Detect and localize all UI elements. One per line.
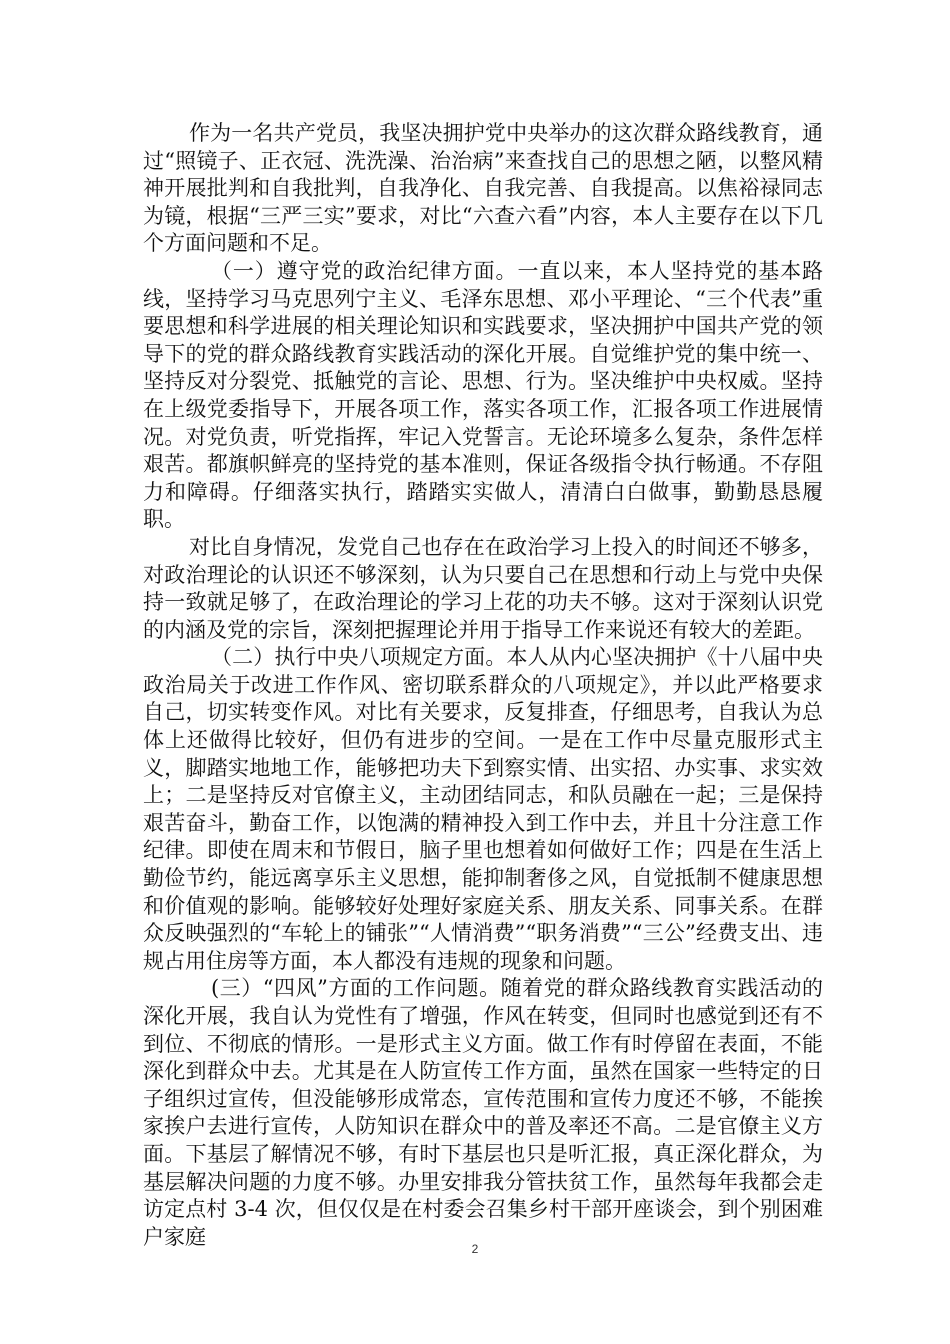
paragraph-section-3: (三）“四风”方面的工作问题。随着党的群众路线教育实践活动的深化开展，我自认为党性有了增强，作风在转变，但同时也感觉到还有不到位、不彻底的情形。一是形式主义方面。做工作有时停留在表面，不能深化到群众中去。尤其是在人防宣传工作方面，虽然在国家一些特定的日子组织过宣传，但没能够形成常态，宣传范围和宣传力度还不够，不能挨家挨户去进行宣传，人防知识在群众中的普及率还不高。二是官僚主义方面。下基层了解情况不够，有时下基层也只是听汇报，真正深化群众，为基层解决问题的力度不够。办里安排我分管扶贫工作，虽然每年我都会走访定点村 3-4 次，但仅仅是在村委会召集乡村干部开座谈会，到个别困难户家庭 (143, 976, 823, 1249)
paragraph-section-2: （二）执行中央八项规定方面。本人从内心坚决拥护《十八届中央政治局关于改进工作作风、密切联系群众的八项规定》，并以此严格要求自己，切实转变作风。对比有关要求，反复排查，仔细思考，自我认为总体上还做得比较好，但仍有进步的空间。一是在工作中尽量克服形式主义，脚踏实地地工作，能够把功夫下到察实情、出实招、办实事、求实效上；二是坚持反对官僚主义，主动团结同志，和队员融在一起；三是保持艰苦奋斗，勤奋工作，以饱满的精神投入到工作中去，并且十分注意工作纪律。即使在周末和节假日，脑子里也想着如何做好工作；四是在生活上勤俭节约，能远离享乐主义思想，能抑制奢侈之风，自觉抵制不健康思想和价值观的影响。能够较好处理好家庭关系、朋友关系、同事关系。在群众反映强烈的“车轮上的铺张”“人情消费”“职务消费”“三公”经费支出、违规占用住房等方面，本人都没有违规的现象和问题。 (143, 645, 823, 973)
paragraph-section-1-reflection: 对比自身情况，发党自己也存在在政治学习上投入的时间还不够多，对政治理论的认识还不够深刻，认为只要自己在思想和行动上与党中央保持一致就足够了，在政治理论的学习上花的功夫不够。这对于深刻认识党的内涵及党的宗旨，深刻把握理论并用于指导工作来说还有较大的差距。 (143, 534, 823, 642)
page-number: 2 (471, 1242, 479, 1256)
paragraph-section-1: （一）遵守党的政治纪律方面。一直以来，本人坚持党的基本路线，坚持学习马克思列宁主义、毛泽东思想、邓小平理论、“三个代表”重要思想和科学进展的相关理论知识和实践要求，坚决拥护中国共产党的领导下的党的群众路线教育实践活动的深化开展。自觉维护党的集中统一、坚持反对分裂党、抵触党的言论、思想、行为。坚决维护中央权威。坚持在上级党委指导下，开展各项工作，落实各项工作，汇报各项工作进展情况。对党负责，听党指挥，牢记入党誓言。无论环境多么复杂，条件怎样艰苦。都旗帜鲜亮的坚持党的基本准则，保证各级指令执行畅通。不存阻力和障碍。仔细落实执行，踏踏实实做人，清清白白做事，勤勤恳恳履职。 (143, 258, 823, 532)
paragraph-intro: 作为一名共产党员，我坚决拥护党中央举办的这次群众路线教育，通过“照镜子、正衣冠、洗洗澡、治治病”来查找自己的思想之陋，以整风精神开展批判和自我批判，自我净化、自我完善、自我提高。以焦裕禄同志为镜，根据“三严三实”要求，对比“六查六看”内容，本人主要存在以下几个方面问题和不足。 (143, 121, 823, 256)
document-body (143, 120, 823, 1251)
